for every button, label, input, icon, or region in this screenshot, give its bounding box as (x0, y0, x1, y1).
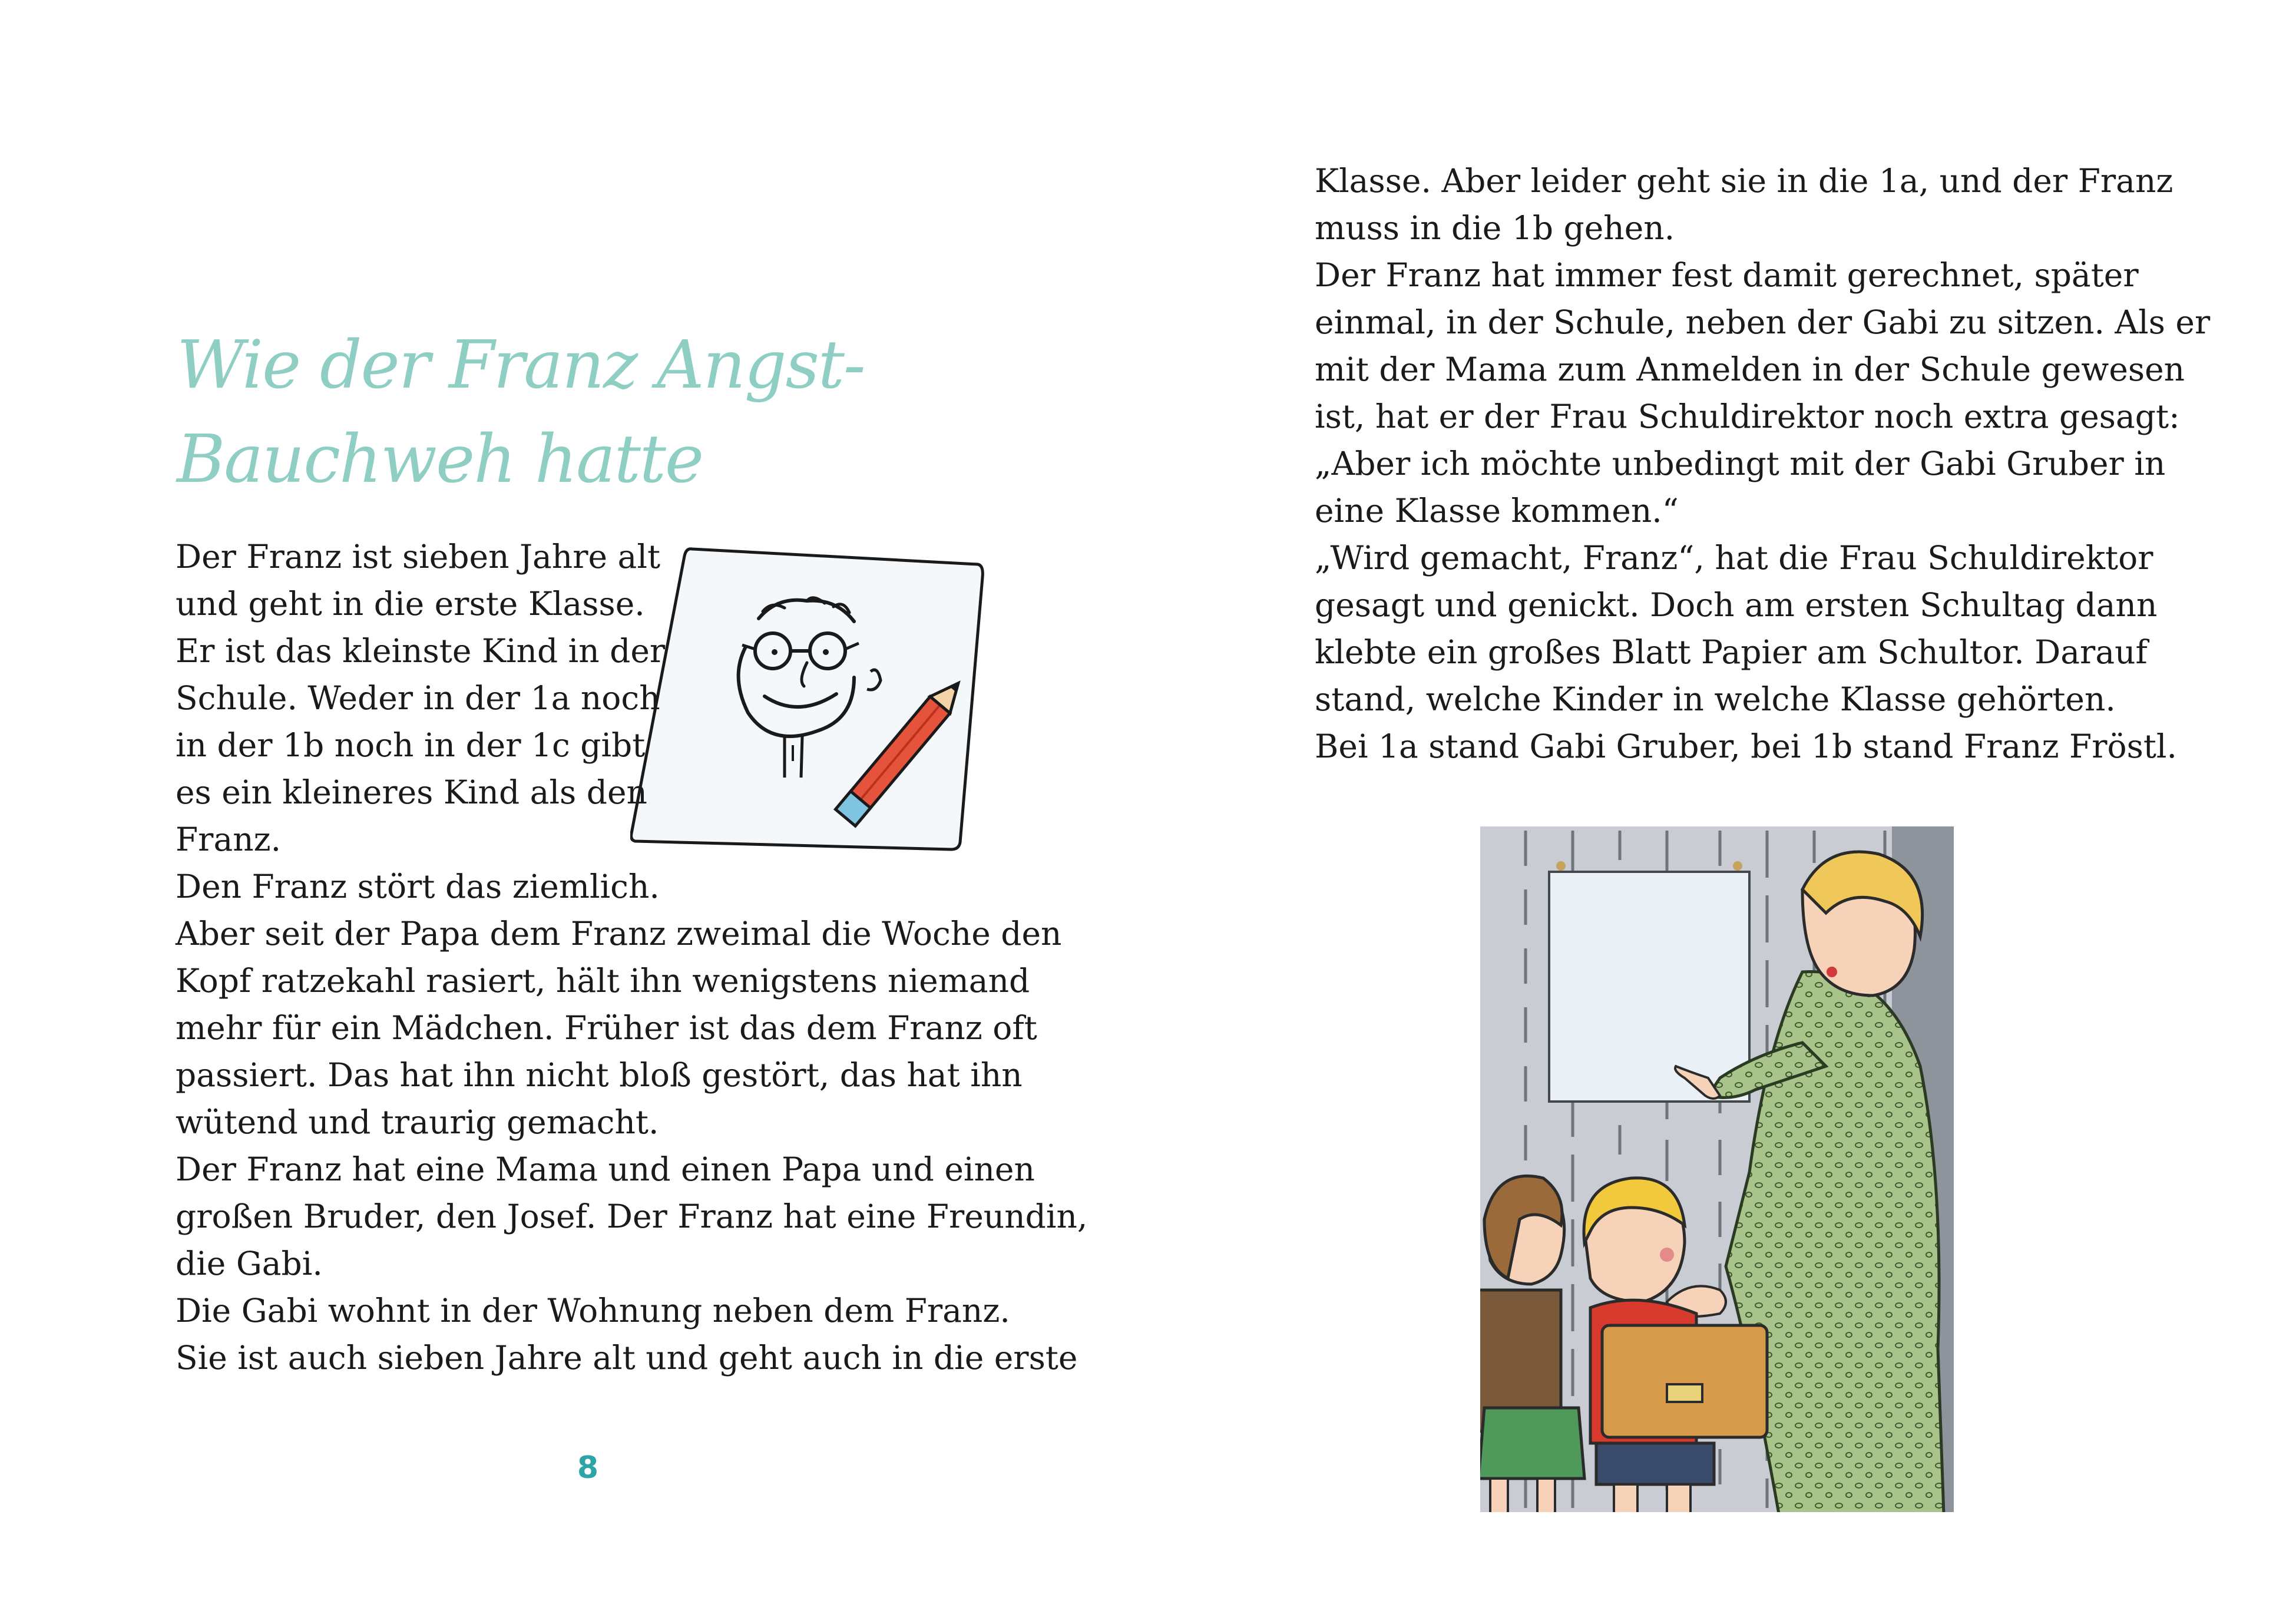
chapter-title-line-1: Wie der Franz Angst- (177, 327, 865, 404)
text-line: ist, hat er der Frau Schuldirektor noch extra gesagt: (1315, 398, 2180, 435)
text-line: klebte ein großes Blatt Papier am Schultor. Darauf (1315, 633, 2148, 671)
chapter-title (177, 318, 884, 507)
face-drawing-illustration (630, 542, 1025, 860)
text-line: Schule. Weder in der 1a noch (176, 679, 660, 717)
chapter-title-line-2: Bauchweh hatte (177, 421, 703, 498)
text-line: Er ist das kleinste Kind in der (176, 632, 666, 670)
right-page (1148, 0, 2296, 1614)
text-line: und geht in die erste Klasse. (176, 585, 645, 623)
text-line: „Wird gemacht, Franz“, hat die Frau Schuldirektor (1315, 539, 2153, 577)
text-line: passiert. Das hat ihn nicht bloß gestört, das hat ihn (176, 1056, 1023, 1094)
text-line: „Aber ich möchte unbedingt mit der Gabi Gruber in (1315, 445, 2166, 482)
text-line: es ein kleineres Kind als den (176, 773, 647, 811)
text-line: die Gabi. (176, 1245, 323, 1282)
text-line: mit der Mama zum Anmelden in der Schule gewesen (1315, 350, 2185, 388)
text-line: Sie ist auch sieben Jahre alt und geht auch in die erste (176, 1339, 1078, 1377)
text-line: großen Bruder, den Josef. Der Franz hat eine Freundin, (176, 1198, 1088, 1235)
text-line: Die Gabi wohnt in der Wohnung neben dem Franz. (176, 1292, 1010, 1329)
page-number: 8 (577, 1450, 599, 1486)
text-line: Bei 1a stand Gabi Gruber, bei 1b stand Franz Fröstl. (1315, 727, 2177, 765)
text-line: einmal, in der Schule, neben der Gabi zu sitzen. Als er (1315, 303, 2211, 341)
text-line: Kopf ratzekahl rasiert, hält ihn wenigstens niemand (176, 962, 1030, 1000)
text-line: Der Franz hat immer fest damit gerechnet, später (1315, 256, 2139, 294)
text-line: Der Franz ist sieben Jahre alt (176, 538, 661, 576)
text-line: stand, welche Kinder in welche Klasse gehörten. (1315, 680, 2116, 718)
text-line: eine Klasse kommen.“ (1315, 492, 1679, 530)
text-line: Aber seit der Papa dem Franz zweimal die Woche den (176, 915, 1062, 952)
text-line: muss in die 1b gehen. (1315, 209, 1675, 247)
text-line: Klasse. Aber leider geht sie in die 1a, und der Franz (1315, 162, 2173, 200)
text-line: Der Franz hat eine Mama und einen Papa und einen (176, 1150, 1035, 1188)
school-door-illustration (1473, 819, 1961, 1520)
text-line: in der 1b noch in der 1c gibt (176, 726, 646, 764)
text-line: wütend und traurig gemacht. (176, 1103, 659, 1141)
text-line: mehr für ein Mädchen. Früher ist das dem Franz oft (176, 1009, 1037, 1047)
text-line: Franz. (176, 821, 282, 858)
text-line: Den Franz stört das ziemlich. (176, 868, 660, 905)
text-line: gesagt und genickt. Doch am ersten Schultag dann (1315, 586, 2158, 624)
